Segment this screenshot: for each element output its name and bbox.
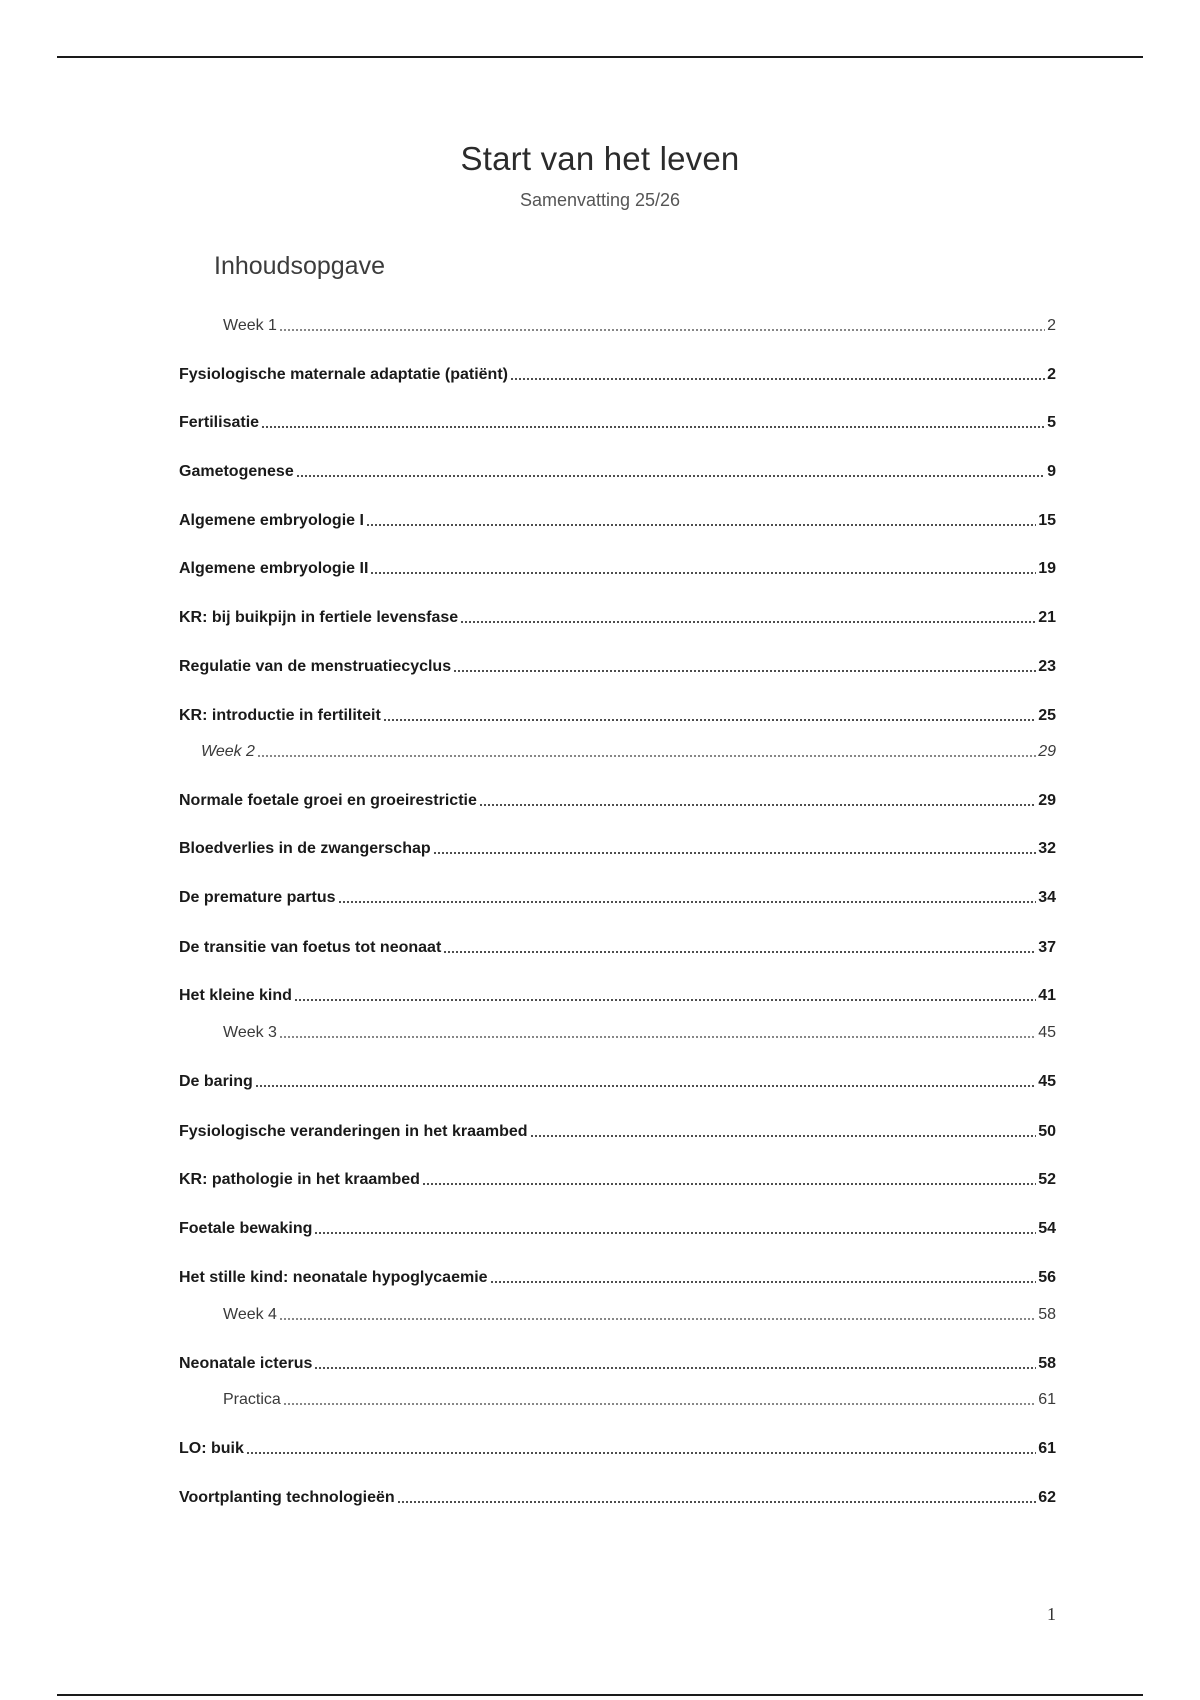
toc-dot-leader [255,1084,1036,1088]
toc-entry[interactable] [179,1487,1056,1509]
toc-dot-leader [257,754,1036,758]
toc-entry-label: De premature partus [179,889,336,906]
toc-entry-page: 29 [1038,743,1056,760]
toc-entry-page: 34 [1038,889,1056,906]
toc-entry-label: Normale foetale groei en groeirestrictie [179,792,477,809]
toc-entry[interactable] [179,364,1056,386]
toc-entry-label: KR: introductie in fertiliteit [179,707,381,724]
toc-entry-label: Week 1 [223,317,277,334]
toc-dot-leader [397,1500,1037,1504]
toc-dot-leader [314,1366,1036,1370]
toc-entry-page: 62 [1038,1489,1056,1506]
toc-entry[interactable] [179,510,1056,532]
toc-entry[interactable] [179,838,1056,860]
toc-entry[interactable] [179,558,1056,580]
toc-entry[interactable] [179,937,1056,959]
toc-dot-leader [433,851,1037,855]
toc-entry-label: Algemene embryologie II [179,560,369,577]
toc-entry-page: 45 [1038,1024,1056,1041]
toc-dot-leader [510,377,1045,381]
toc-entry-label: Foetale bewaking [179,1220,313,1237]
toc-entry-page: 25 [1038,707,1056,724]
toc-entry-label: Fertilisatie [179,414,260,431]
toc-entry[interactable] [179,412,1056,434]
toc-entry[interactable] [179,1218,1056,1240]
toc-entry[interactable] [179,656,1056,678]
toc-entry-page: 54 [1038,1220,1056,1237]
toc-entry[interactable] [179,1267,1056,1289]
toc-entry-page: 50 [1038,1123,1056,1140]
toc-entry[interactable] [179,1169,1056,1191]
footer-rule [57,1694,1143,1696]
toc-entry[interactable] [179,607,1056,629]
toc-entry-page: 61 [1038,1391,1056,1408]
toc-entry-label: Algemene embryologie I [179,512,364,529]
toc-entry[interactable] [223,315,1056,337]
toc-dot-leader [460,620,1036,624]
toc-entry-page: 23 [1038,658,1056,675]
toc-entry-page: 9 [1047,463,1056,480]
toc-entry-page: 2 [1047,317,1056,334]
toc-dot-leader [296,474,1045,478]
toc-entry-label: LO: buik [179,1440,244,1457]
toc-dot-leader [279,328,1045,332]
toc-dot-leader [314,1231,1036,1235]
toc-dot-leader [261,425,1045,429]
toc-entry-label: De baring [179,1073,253,1090]
document-title: Start van het leven [460,140,740,177]
toc-entry-page: 37 [1038,939,1056,956]
toc-entry[interactable] [223,1389,1056,1411]
toc-entry-page: 61 [1038,1440,1056,1457]
toc-dot-leader [443,950,1036,954]
toc-entry[interactable] [179,887,1056,909]
toc-entry-label: Fysiologische maternale adaptatie (patiënt) [179,366,508,383]
toc-entry-label: Regulatie van de menstruatiecyclus [179,658,452,675]
toc-entry-label: Week 4 [223,1306,277,1323]
toc-dot-leader [530,1134,1037,1138]
toc-dot-leader [338,900,1037,904]
toc-entry[interactable] [223,1022,1056,1044]
toc-heading: Inhoudsopgave [214,252,385,280]
toc-entry[interactable] [179,1438,1056,1460]
document-subtitle: Samenvatting 25/26 [519,190,681,210]
toc-entry-label: Het stille kind: neonatale hypoglycaemie [179,1269,488,1286]
toc-dot-leader [422,1182,1036,1186]
toc-entry[interactable] [179,1353,1056,1375]
toc-entry-page: 15 [1038,512,1056,529]
toc-entry-label: Week 3 [223,1024,277,1041]
toc-dot-leader [283,1402,1036,1406]
toc-entry[interactable] [179,461,1056,483]
toc-entry[interactable] [223,1304,1056,1326]
toc-entry-page: 41 [1038,987,1056,1004]
toc-dot-leader [479,803,1036,807]
toc-entry-page: 58 [1038,1306,1056,1323]
toc-dot-leader [279,1035,1036,1039]
toc-entry-page: 32 [1038,840,1056,857]
toc-entry-label: Neonatale icterus [179,1355,313,1372]
toc-dot-leader [279,1317,1036,1321]
toc-dot-leader [246,1451,1036,1455]
toc-entry-label: De transitie van foetus tot neonaat [179,939,442,956]
toc-dot-leader [383,718,1036,722]
toc-dot-leader [294,998,1036,1002]
toc-dot-leader [490,1280,1037,1284]
toc-entry-label: Gametogenese [179,463,294,480]
toc-entry-label: KR: pathologie in het kraambed [179,1171,420,1188]
toc-entry[interactable] [179,705,1056,727]
toc-entry-page: 52 [1038,1171,1056,1188]
toc-entry[interactable] [179,985,1056,1007]
toc-entry[interactable] [201,741,1056,763]
toc-entry-page: 19 [1038,560,1056,577]
page-number: 1 [1047,1604,1056,1624]
toc-entry[interactable] [179,1071,1056,1093]
toc-entry-label: Bloedverlies in de zwangerschap [179,840,431,857]
toc-entry-page: 29 [1038,792,1056,809]
toc-entry-page: 5 [1047,414,1056,431]
toc-entry-label: Week 2 [201,743,255,760]
toc-entry-label: Fysiologische veranderingen in het kraambed [179,1123,528,1140]
toc-entry-page: 21 [1038,609,1056,626]
toc-dot-leader [366,523,1036,527]
toc-entry-label: Het kleine kind [179,987,292,1004]
toc-entry-page: 56 [1038,1269,1056,1286]
toc-entry-page: 2 [1047,366,1056,383]
toc-entry-page: 58 [1038,1355,1056,1372]
toc-dot-leader [370,571,1036,575]
toc-entry[interactable] [179,1121,1056,1143]
toc-entry-label: KR: bij buikpijn in fertiele levensfase [179,609,459,626]
toc-entry[interactable] [179,790,1056,812]
toc-dot-leader [453,669,1036,673]
toc-entry-label: Voortplanting technologieën [179,1489,395,1506]
toc-entry-page: 45 [1038,1073,1056,1090]
toc-entry-label: Practica [223,1391,281,1408]
